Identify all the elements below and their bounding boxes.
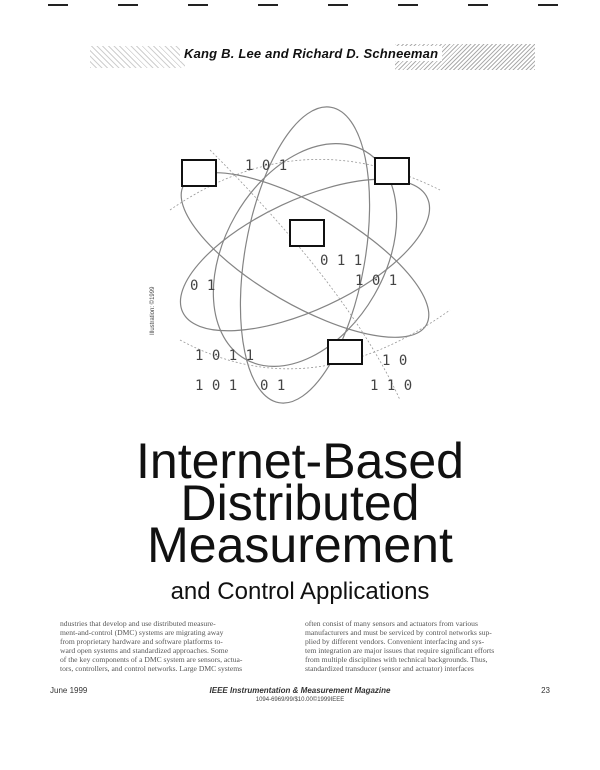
body-line: ndustries that develop and use distributed measure- — [60, 619, 216, 628]
dash-mark — [398, 4, 418, 6]
binary-text: 0 1 — [260, 378, 286, 394]
dash-mark — [328, 4, 348, 6]
author-names: Kang B. Lee and Richard D. Schneeman — [180, 46, 442, 61]
orbit-cables — [159, 97, 451, 413]
footer-issn: 1094-6969/99/$10.00©1999IEEE — [255, 697, 345, 703]
dash-mark — [118, 4, 138, 6]
title-line-1: Internet-Based — [136, 433, 464, 489]
computer-terminals — [182, 158, 409, 364]
binary-text: 1 0 — [382, 353, 408, 369]
title-line-3: Measurement — [147, 517, 453, 573]
body-line: tem integration are major issues that require significant efforts — [305, 646, 495, 655]
binary-text: 1 1 0 — [370, 378, 413, 394]
body-line: ward open systems and standardized approaches. Some — [60, 646, 229, 655]
terminal — [328, 340, 362, 364]
body-line: of the key components of a DMC system are sensors, actua- — [60, 655, 243, 664]
binary-text: 1 0 1 1 — [195, 348, 255, 364]
body-column-right — [305, 619, 547, 673]
terminal — [182, 160, 216, 186]
illustration-credit: Illustration: ©1999 — [150, 286, 156, 335]
footer-date: June 1999 — [50, 686, 88, 695]
dash-mark — [48, 4, 68, 6]
dash-mark — [538, 4, 558, 6]
body-line: manufacturers and must be serviced by control networks sup- — [305, 628, 492, 637]
dash-mark — [468, 4, 488, 6]
footer-page-number: 23 — [541, 686, 550, 695]
body-line: from proprietary hardware and software platforms to- — [60, 637, 223, 646]
body-line: standardized transducer (sensor and actuator) interfaces — [305, 664, 474, 673]
network-illustration — [150, 90, 460, 420]
body-column-left — [60, 619, 300, 673]
body-line: ment-and-control (DMC) systems are migrating away — [60, 628, 224, 637]
binary-text: 0 1 1 — [320, 253, 363, 269]
halftone-decoration — [90, 46, 185, 68]
binary-text: 0 1 — [190, 278, 216, 294]
title-line-2: Distributed — [180, 475, 420, 531]
dash-mark — [188, 4, 208, 6]
body-line: tors, controllers, and control networks. Large DMC systems — [60, 664, 243, 673]
body-line: from multiple disciplines with technical backgrounds. Thus, — [305, 655, 488, 664]
body-line: plied by different vendors. Convenient interfacing and sys- — [305, 637, 485, 646]
binary-text: 1 0 1 — [195, 378, 238, 394]
terminal — [290, 220, 324, 246]
footer-magazine: IEEE Instrumentation & Measurement Magazine — [209, 686, 391, 695]
terminal — [375, 158, 409, 184]
binary-text: 1 0 1 — [355, 273, 398, 289]
dash-mark — [258, 4, 278, 6]
subtitle: and Control Applications — [170, 578, 430, 605]
body-line: often consist of many sensors and actuators from various — [305, 619, 478, 628]
author-banner — [0, 38, 600, 78]
binary-text: 1 0 1 — [245, 158, 288, 174]
